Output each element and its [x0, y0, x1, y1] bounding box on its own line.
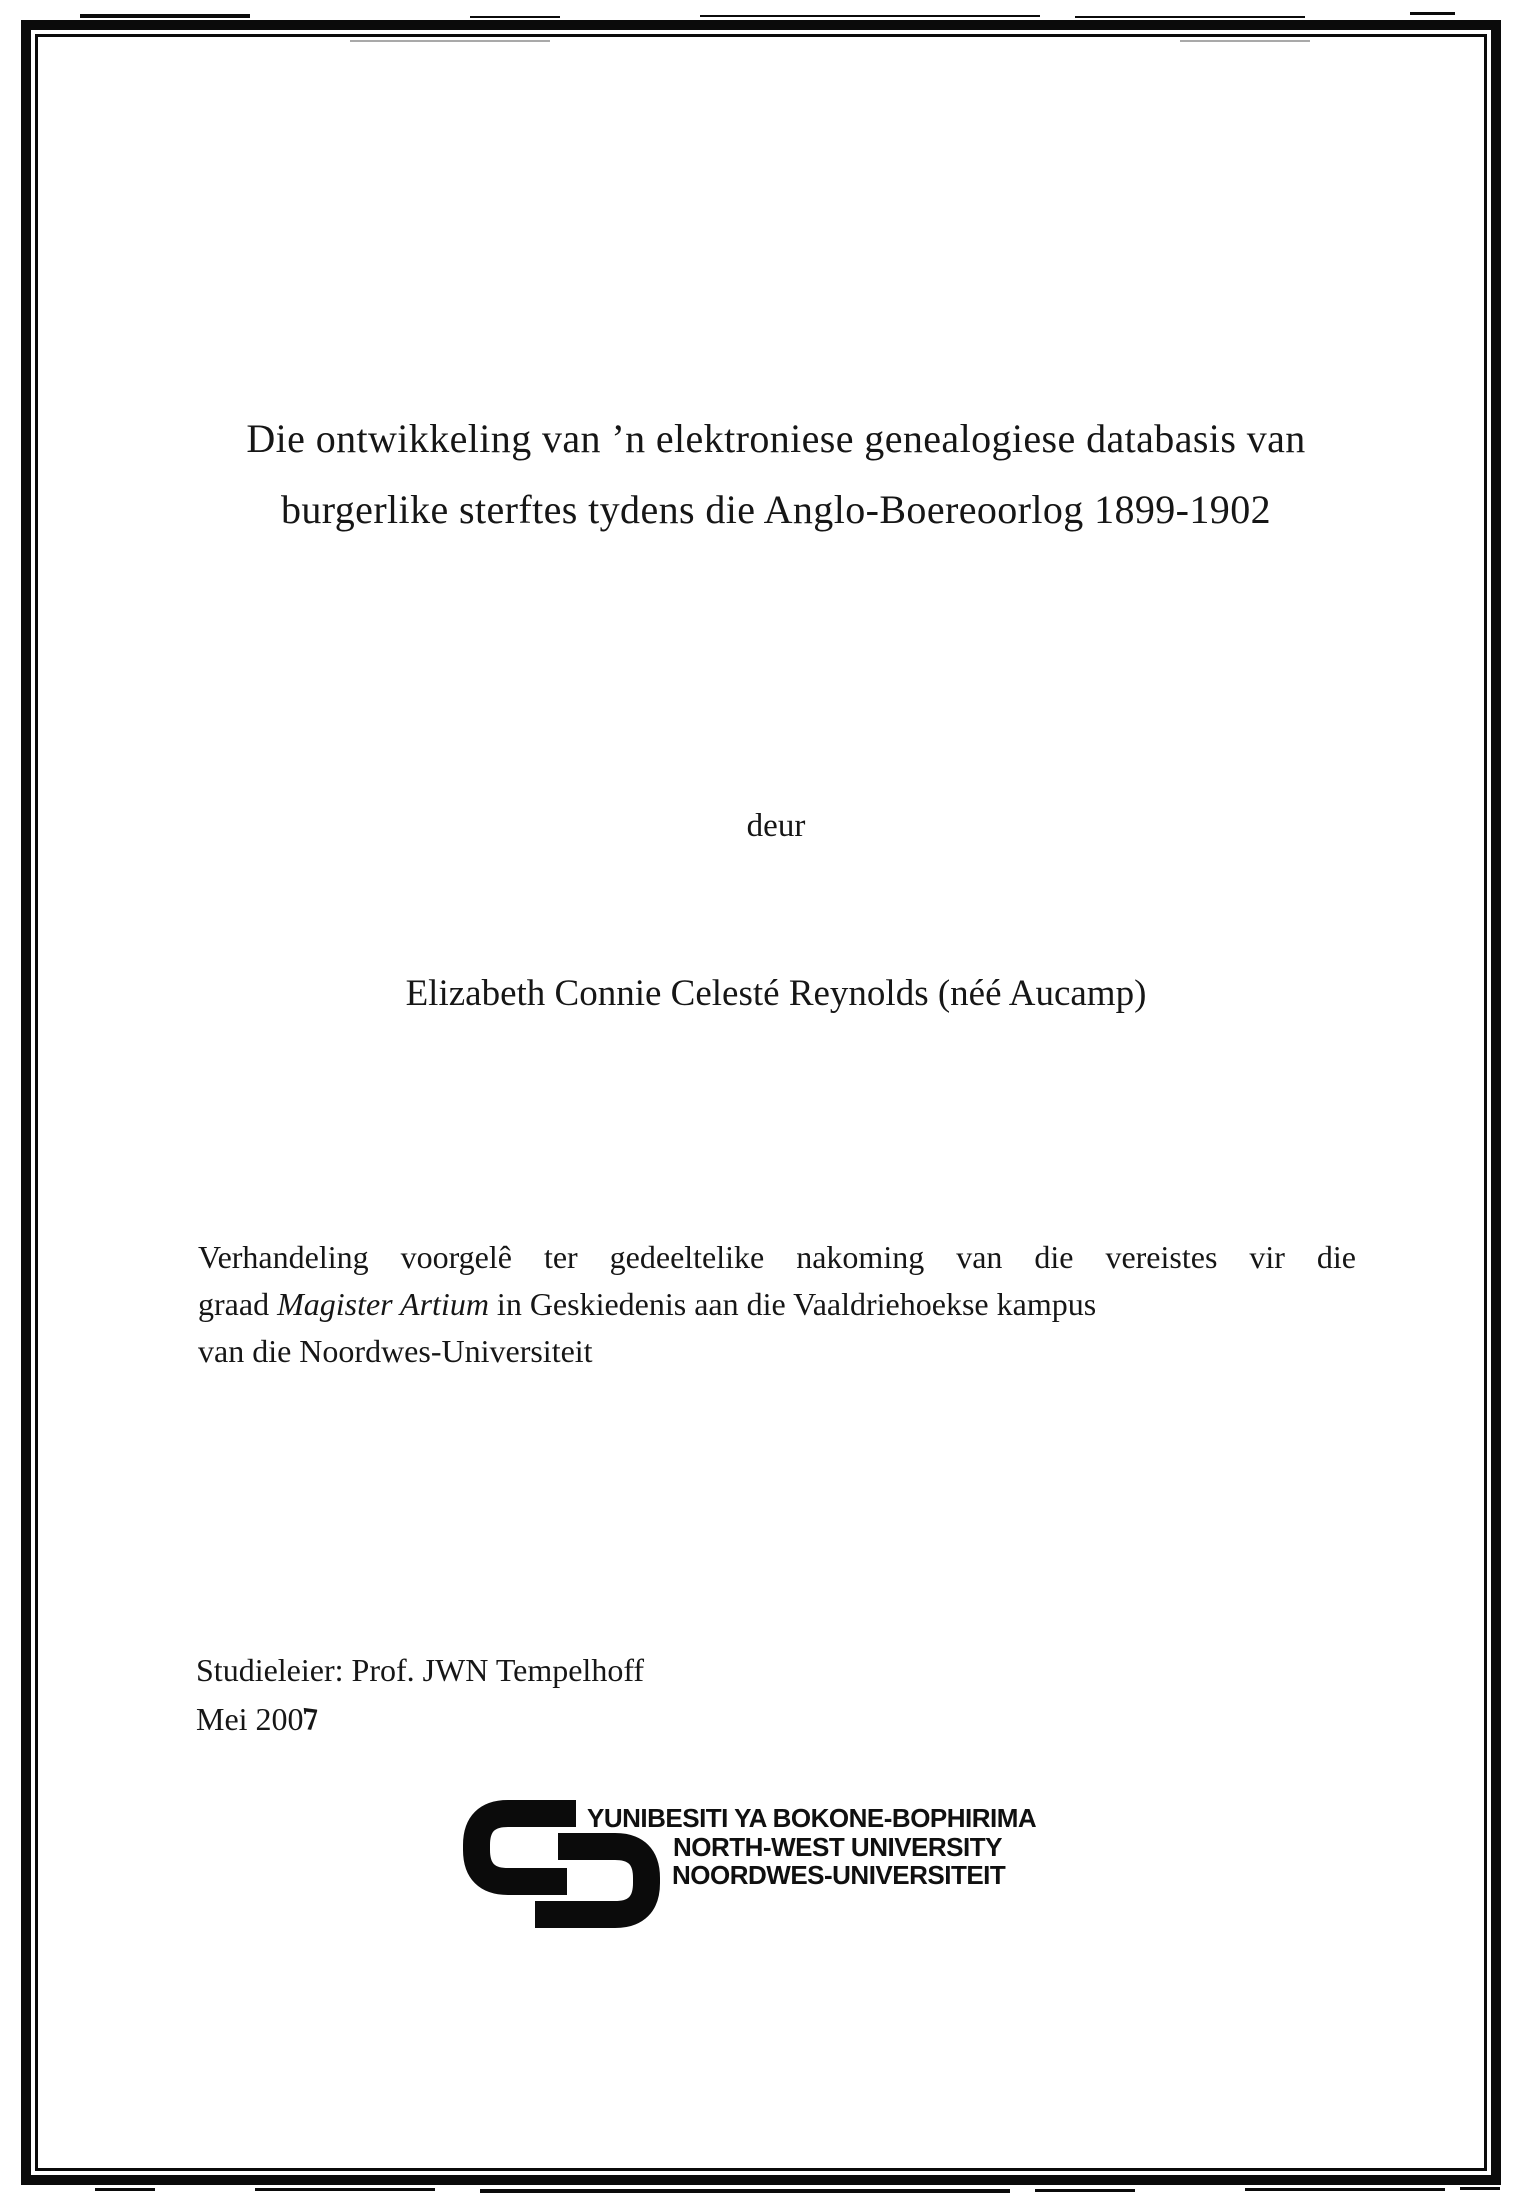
statement-line-2 [198, 1281, 1356, 1328]
scan-artifact [255, 2188, 435, 2191]
scan-artifact [1460, 2187, 1500, 2190]
logo-text-setswana: YUNIBESITI YA BOKONE-BOPHIRIMA [587, 1803, 1037, 1833]
scan-artifact [1075, 16, 1305, 18]
scan-artifact [700, 15, 1040, 17]
date-line [196, 1695, 644, 1744]
scan-artifact [480, 2189, 1010, 2193]
scan-artifact [1245, 2188, 1445, 2191]
degree-statement [198, 1234, 1356, 1375]
logo-text-english: NORTH-WEST UNIVERSITY [673, 1832, 1002, 1862]
title-line-1: Die ontwikkeling van ’n elektroniese genealogiese databasis van [246, 416, 1306, 461]
date-last-digit: 7 [300, 1699, 321, 1739]
scan-artifact [1410, 12, 1455, 15]
scan-artifact [80, 14, 250, 18]
author-name: Elizabeth Connie Celesté Reynolds (néé Aucamp) [405, 973, 1147, 1014]
scan-artifact [1035, 2189, 1135, 2192]
byline-deur: deur [746, 808, 806, 844]
statement-line-2-suffix: in Geskiedenis aan die Vaaldriehoekse kampus [488, 1286, 1097, 1322]
statement-degree-name: Magister Artium [277, 1286, 489, 1322]
statement-line-3: van die Noordwes-Universiteit [198, 1333, 593, 1369]
thesis-title [196, 403, 1356, 545]
supervisor-line: Studieleier: Prof. JWN Tempelhoff [196, 1652, 645, 1688]
scan-artifact [470, 16, 560, 18]
scan-artifact [95, 2188, 155, 2191]
title-line-2: burgerlike sterftes tydens die Anglo-Boereoorlog 1899-1902 [280, 487, 1272, 532]
supervisor-block [196, 1646, 644, 1744]
logo-text-afrikaans: NOORDWES-UNIVERSITEIT [672, 1860, 1006, 1890]
date-prefix: Mei 200 [196, 1701, 304, 1737]
statement-line-2-prefix: graad [198, 1286, 278, 1322]
statement-line-1: Verhandeling voorgelê ter gedeeltelike nakoming van die vereistes vir die [198, 1239, 1356, 1275]
